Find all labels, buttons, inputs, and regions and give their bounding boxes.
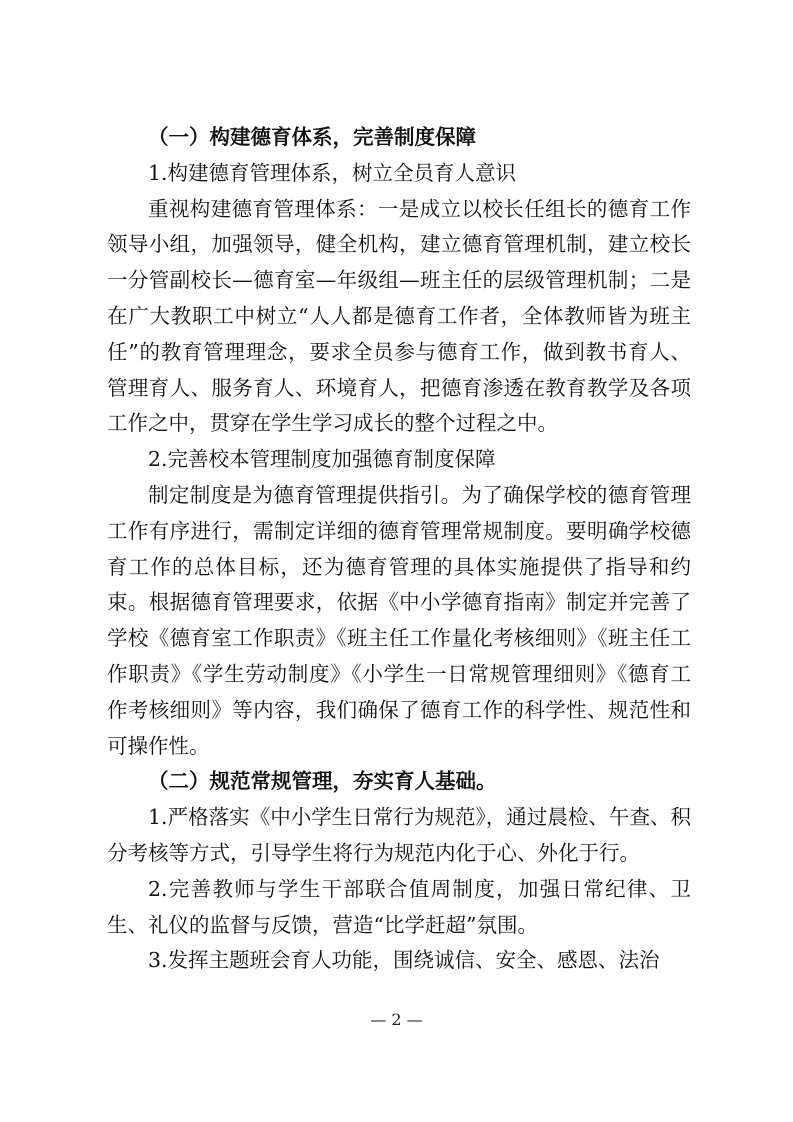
paragraph-behavior-norms: 1.严格落实《中小学生日常行为规范》，通过晨检、午查、积分考核等方式，引导学生将行为规范内化于心、外化于行。 — [107, 805, 691, 865]
subsection-heading-1-1: 1.构建德育管理体系，树立全员育人意识 — [148, 160, 517, 185]
paragraph-duty-week-system: 2.完善教师与学生干部联合值周制度，加强日常纪律、卫生、礼仪的监督与反馈，营造“比学赶超”氛围。 — [107, 876, 691, 937]
paragraph-moral-management-system: 重视构建德育管理体系：一是成立以校长任组长的德育工作领导小组，加强领导，健全机构，建立德育管理机制，建立校长一分管副校长—德育室—年级组—班主任的层级管理机制；二是在广大教职工中树立“人人都是德育工作者，全体教师皆为班主任”的教育管理理念，要求全员参与德育工作，做到教书育人、管理育人、服务育人、环境育人，把德育渗透在教育教学及各项工作之中，贯穿在学生学习成长的整个过程之中。 — [107, 196, 691, 436]
section-heading-2: （二）规范常规管理，夯实育人基础。 — [148, 769, 497, 794]
paragraph-theme-class-meeting: 3.发挥主题班会育人功能，围绕诚信、安全、感恩、法治 — [148, 948, 660, 973]
document-body — [107, 120, 691, 979]
subsection-heading-1-2: 2.完善校本管理制度加强德育制度保障 — [148, 447, 496, 472]
page-number: — 2 — — [370, 1010, 423, 1029]
paragraph-management-regulations: 制定制度是为德育管理提供指引。为了确保学校的德育管理工作有序进行，需制定详细的德育管理常规制度。要明确学校德育工作的总体目标，还为德育管理的具体实施提供了指导和约束。根据德育管理要求，依据《中小学德育指南》制定并完善了学校《德育室工作职责》《班主任工作量化考核细则》《班主任工作职责》《学生劳动制度》《小学生一日常规管理细则》《德育工作考核细则》等内容，我们确保了德育工作的科学性、规范性和可操作性。 — [107, 482, 691, 758]
section-heading-1: （一）构建德育体系，完善制度保障 — [148, 125, 476, 149]
